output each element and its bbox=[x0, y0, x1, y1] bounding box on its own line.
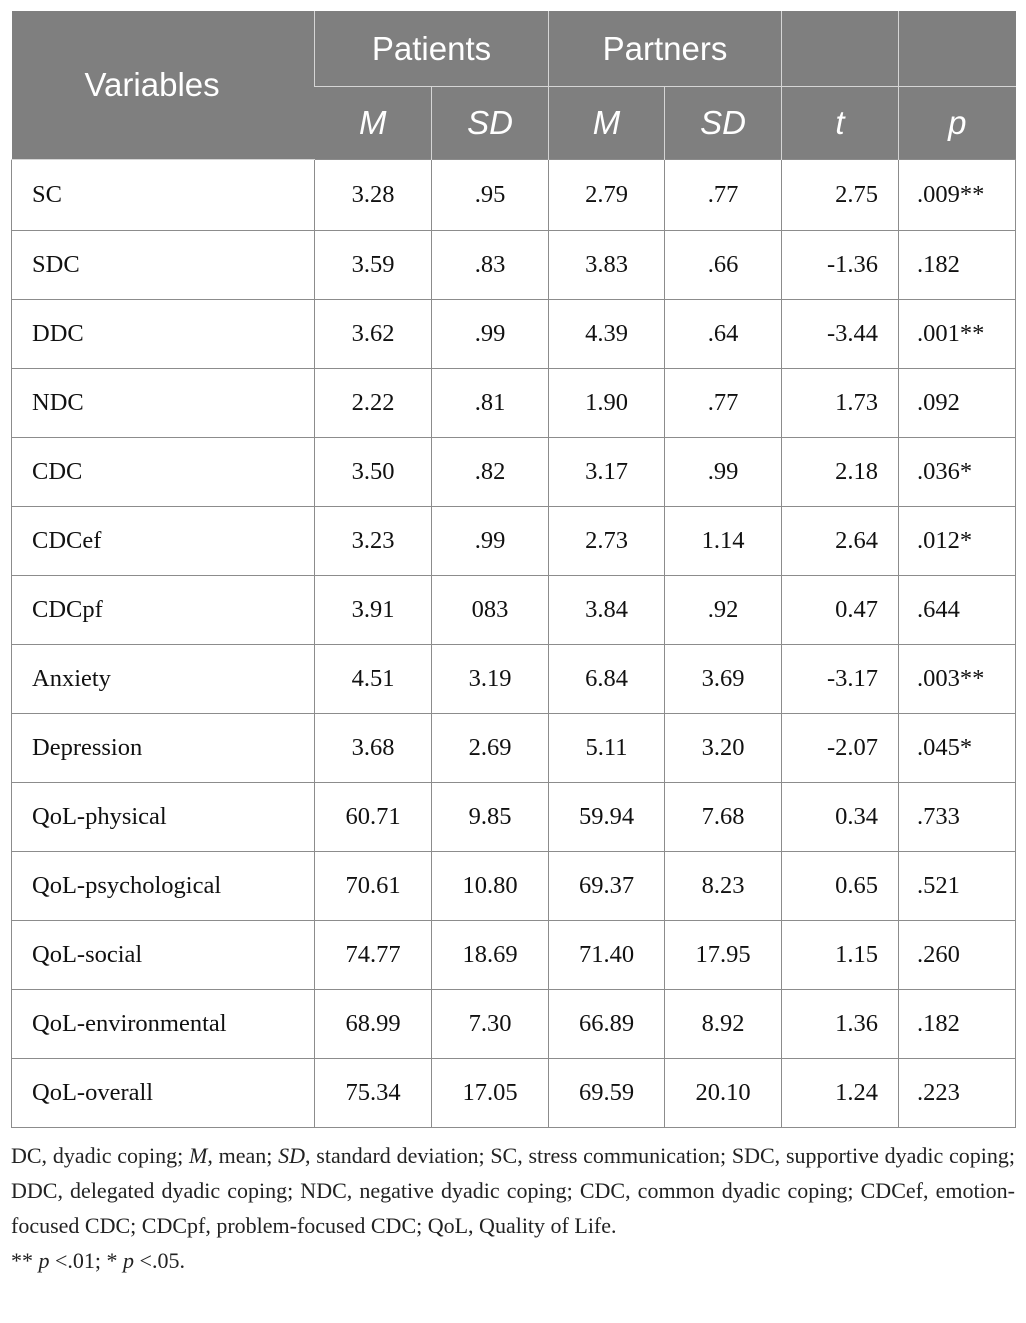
t-value-cell: -1.36 bbox=[782, 231, 899, 300]
t-value-cell: 1.15 bbox=[782, 921, 899, 990]
p-value-cell: .012* bbox=[899, 507, 1016, 576]
patients-mean-cell: 70.61 bbox=[315, 852, 432, 921]
row-variable-cell: QoL-psychological bbox=[12, 852, 315, 921]
partners-mean-cell: 3.83 bbox=[549, 231, 665, 300]
header-partners: Partners bbox=[549, 11, 782, 87]
partners-mean-cell: 69.37 bbox=[549, 852, 665, 921]
t-value-cell: 1.73 bbox=[782, 369, 899, 438]
note-text: p bbox=[38, 1248, 50, 1273]
patients-mean-cell: 3.59 bbox=[315, 231, 432, 300]
partners-mean-cell: 71.40 bbox=[549, 921, 665, 990]
row-variable-cell: CDC bbox=[12, 438, 315, 507]
partners-mean-cell: 5.11 bbox=[549, 714, 665, 783]
partners-sd-cell: 20.10 bbox=[665, 1059, 782, 1128]
header-variables: Variables bbox=[12, 11, 315, 160]
patients-sd-cell: .81 bbox=[432, 369, 549, 438]
t-value-cell: 0.34 bbox=[782, 783, 899, 852]
t-value-cell: -3.17 bbox=[782, 645, 899, 714]
row-variable-cell: CDCpf bbox=[12, 576, 315, 645]
partners-mean-cell: 4.39 bbox=[549, 300, 665, 369]
p-value-cell: .009** bbox=[899, 160, 1016, 231]
patients-mean-cell: 3.62 bbox=[315, 300, 432, 369]
partners-sd-cell: 3.20 bbox=[665, 714, 782, 783]
significance-note bbox=[11, 1243, 1015, 1278]
p-value-cell: .182 bbox=[899, 231, 1016, 300]
patients-mean-cell: 60.71 bbox=[315, 783, 432, 852]
header-patients-mean: M bbox=[315, 87, 432, 160]
p-value-cell: .001** bbox=[899, 300, 1016, 369]
patients-sd-cell: .99 bbox=[432, 507, 549, 576]
partners-sd-cell: .92 bbox=[665, 576, 782, 645]
t-value-cell: -2.07 bbox=[782, 714, 899, 783]
patients-sd-cell: 18.69 bbox=[432, 921, 549, 990]
table-row bbox=[12, 645, 1016, 714]
comparison-table bbox=[11, 11, 1016, 1128]
patients-mean-cell: 4.51 bbox=[315, 645, 432, 714]
partners-sd-cell: .77 bbox=[665, 160, 782, 231]
table-row bbox=[12, 438, 1016, 507]
table-row bbox=[12, 369, 1016, 438]
partners-sd-cell: 8.23 bbox=[665, 852, 782, 921]
p-value-cell: .733 bbox=[899, 783, 1016, 852]
header-p: p bbox=[899, 87, 1016, 160]
table-row bbox=[12, 783, 1016, 852]
patients-mean-cell: 3.28 bbox=[315, 160, 432, 231]
abbreviation-note bbox=[11, 1138, 1015, 1243]
patients-mean-cell: 75.34 bbox=[315, 1059, 432, 1128]
p-value-cell: .644 bbox=[899, 576, 1016, 645]
p-value-cell: .003** bbox=[899, 645, 1016, 714]
header-partners-sd: SD bbox=[665, 87, 782, 160]
patients-sd-cell: 9.85 bbox=[432, 783, 549, 852]
row-variable-cell: DDC bbox=[12, 300, 315, 369]
header-blank-p bbox=[899, 11, 1016, 87]
note-text: <.01; * bbox=[49, 1248, 124, 1273]
partners-mean-cell: 66.89 bbox=[549, 990, 665, 1059]
partners-sd-cell: 7.68 bbox=[665, 783, 782, 852]
partners-sd-cell: .64 bbox=[665, 300, 782, 369]
t-value-cell: 0.47 bbox=[782, 576, 899, 645]
partners-mean-cell: 6.84 bbox=[549, 645, 665, 714]
row-variable-cell: Anxiety bbox=[12, 645, 315, 714]
patients-mean-cell: 68.99 bbox=[315, 990, 432, 1059]
partners-mean-cell: 59.94 bbox=[549, 783, 665, 852]
row-variable-cell: Depression bbox=[12, 714, 315, 783]
table-row bbox=[12, 300, 1016, 369]
note-text: M bbox=[189, 1143, 208, 1168]
note-text: , mean; bbox=[207, 1143, 279, 1168]
t-value-cell: 1.24 bbox=[782, 1059, 899, 1128]
partners-sd-cell: 17.95 bbox=[665, 921, 782, 990]
patients-sd-cell: .83 bbox=[432, 231, 549, 300]
table-body bbox=[12, 160, 1016, 1128]
partners-mean-cell: 3.84 bbox=[549, 576, 665, 645]
row-variable-cell: QoL-physical bbox=[12, 783, 315, 852]
partners-mean-cell: 2.73 bbox=[549, 507, 665, 576]
t-value-cell: 2.75 bbox=[782, 160, 899, 231]
note-text: DC, dyadic coping; bbox=[11, 1143, 189, 1168]
row-variable-cell: SDC bbox=[12, 231, 315, 300]
header-partners-mean: M bbox=[549, 87, 665, 160]
row-variable-cell: SC bbox=[12, 160, 315, 231]
note-text: ** bbox=[11, 1248, 39, 1273]
partners-mean-cell: 1.90 bbox=[549, 369, 665, 438]
patients-sd-cell: .95 bbox=[432, 160, 549, 231]
partners-sd-cell: .77 bbox=[665, 369, 782, 438]
patients-sd-cell: 083 bbox=[432, 576, 549, 645]
partners-sd-cell: 1.14 bbox=[665, 507, 782, 576]
patients-sd-cell: .99 bbox=[432, 300, 549, 369]
partners-sd-cell: .66 bbox=[665, 231, 782, 300]
p-value-cell: .521 bbox=[899, 852, 1016, 921]
row-variable-cell: QoL-social bbox=[12, 921, 315, 990]
partners-sd-cell: .99 bbox=[665, 438, 782, 507]
p-value-cell: .045* bbox=[899, 714, 1016, 783]
patients-sd-cell: 17.05 bbox=[432, 1059, 549, 1128]
patients-sd-cell: 3.19 bbox=[432, 645, 549, 714]
patients-sd-cell: 2.69 bbox=[432, 714, 549, 783]
row-variable-cell: QoL-overall bbox=[12, 1059, 315, 1128]
t-value-cell: 1.36 bbox=[782, 990, 899, 1059]
table-row bbox=[12, 576, 1016, 645]
table-row bbox=[12, 990, 1016, 1059]
header-t: t bbox=[782, 87, 899, 160]
table-row bbox=[12, 231, 1016, 300]
row-variable-cell: QoL-environmental bbox=[12, 990, 315, 1059]
header-blank-t bbox=[782, 11, 899, 87]
patients-sd-cell: .82 bbox=[432, 438, 549, 507]
partners-sd-cell: 3.69 bbox=[665, 645, 782, 714]
partners-mean-cell: 69.59 bbox=[549, 1059, 665, 1128]
patients-mean-cell: 2.22 bbox=[315, 369, 432, 438]
p-value-cell: .260 bbox=[899, 921, 1016, 990]
note-text: p bbox=[123, 1248, 135, 1273]
table-figure bbox=[11, 11, 1015, 1278]
patients-mean-cell: 3.23 bbox=[315, 507, 432, 576]
table-row bbox=[12, 160, 1016, 231]
p-value-cell: .036* bbox=[899, 438, 1016, 507]
table-row bbox=[12, 507, 1016, 576]
table-row bbox=[12, 921, 1016, 990]
patients-sd-cell: 7.30 bbox=[432, 990, 549, 1059]
note-text: SD bbox=[278, 1143, 306, 1168]
patients-mean-cell: 74.77 bbox=[315, 921, 432, 990]
note-text: , standard deviation; SC, stress communication; SDC, supportive dyadic coping; DDC, delegated dyadic coping; NDC, negative dyadic coping; CDC, common dyadic coping; CDCef, emotion-focused CDC; CDCpf, problem-focused CDC; QoL, Quality of Life. bbox=[11, 1143, 1015, 1238]
t-value-cell: -3.44 bbox=[782, 300, 899, 369]
patients-mean-cell: 3.50 bbox=[315, 438, 432, 507]
table-row bbox=[12, 852, 1016, 921]
table-notes bbox=[11, 1138, 1015, 1278]
patients-sd-cell: 10.80 bbox=[432, 852, 549, 921]
partners-mean-cell: 2.79 bbox=[549, 160, 665, 231]
header-patients: Patients bbox=[315, 11, 549, 87]
partners-mean-cell: 3.17 bbox=[549, 438, 665, 507]
row-variable-cell: CDCef bbox=[12, 507, 315, 576]
p-value-cell: .223 bbox=[899, 1059, 1016, 1128]
t-value-cell: 2.18 bbox=[782, 438, 899, 507]
patients-mean-cell: 3.68 bbox=[315, 714, 432, 783]
table-row bbox=[12, 1059, 1016, 1128]
patients-mean-cell: 3.91 bbox=[315, 576, 432, 645]
table-header bbox=[12, 11, 1016, 160]
partners-sd-cell: 8.92 bbox=[665, 990, 782, 1059]
p-value-cell: .092 bbox=[899, 369, 1016, 438]
row-variable-cell: NDC bbox=[12, 369, 315, 438]
t-value-cell: 0.65 bbox=[782, 852, 899, 921]
p-value-cell: .182 bbox=[899, 990, 1016, 1059]
header-patients-sd: SD bbox=[432, 87, 549, 160]
table-row bbox=[12, 714, 1016, 783]
note-text: <.05. bbox=[134, 1248, 185, 1273]
t-value-cell: 2.64 bbox=[782, 507, 899, 576]
